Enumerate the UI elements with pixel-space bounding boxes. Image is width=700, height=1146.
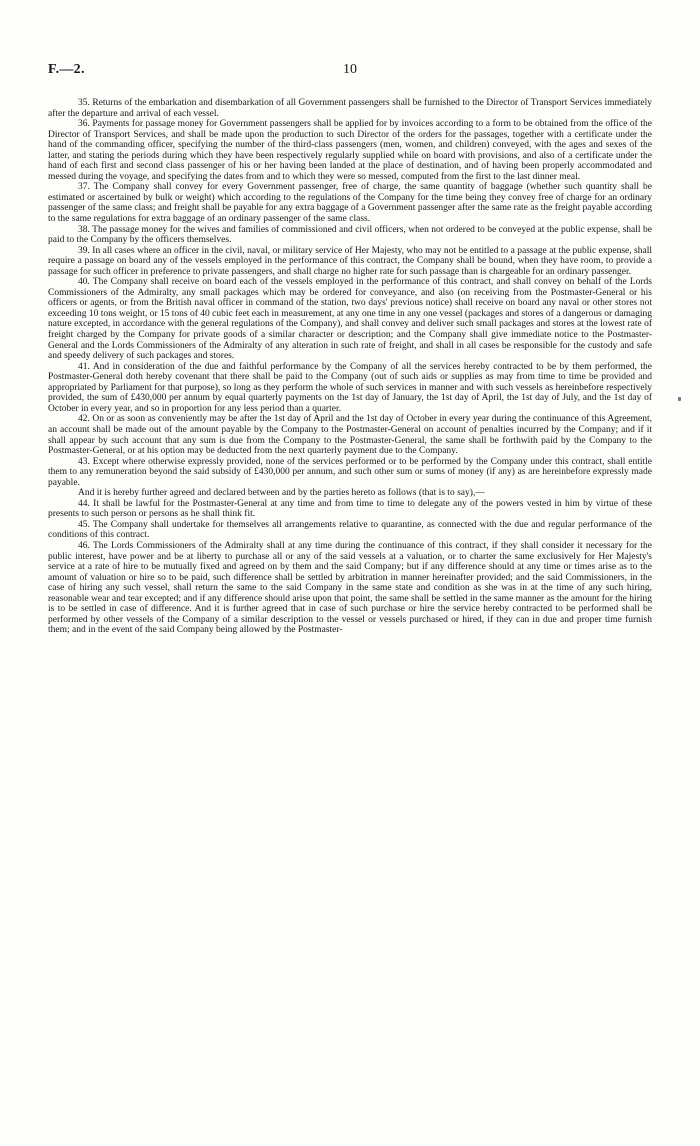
paragraph-38: 38. The passage money for the wives and families of commissioned and civil officers, when not ordered to be conveyed at the public expense, shall be paid to the Company by the officers themselves. (48, 224, 652, 246)
paragraph-agreement-intro: And it is hereby further agreed and declared between and by the parties hereto as follows (that is to say),— (78, 488, 485, 499)
document-reference: F.—2. (48, 62, 85, 77)
page-number: 10 (343, 62, 357, 77)
page-header (48, 62, 652, 80)
paragraph-41: 41. And in consideration of the due and faithful performance by the Company of all the services hereby contracted to be by them performed, the Postmaster-General doth hereby covenant that there shall be paid to the Company (out of such aids or supplies as may from time to time be provided and appropriated by Parliament for that purpose), so long as they perform the whole of such services in manner and with such vessels as hereinbefore respectively provided, the sum of £430,000 per annum by equal quarterly payments on the 1st day of January, the 1st day of April, the 1st day of July, and the 1st day of October in every year, and so in proportion for any less period than a quarter. (48, 361, 652, 414)
paragraph-35: 35. Returns of the embarkation and disembarkation of all Government passengers shall be furnished to the Director of Transport Services immediately after the departure and arrival of each vessel. (48, 98, 652, 119)
paragraph-36: 36. Payments for passage money for Government passengers shall be applied for by invoices according to a form to be obtained from the office of the Director of Transport Services, and shall be made upon the production to such Director of the orders for the passages, together with a certificate under the hand of the commanding officer, specifying the number of the third-class passengers (men, women, and children) conveyed, with the ages and sexes of the latter, and stating the periods during which they have been respectively regularly supplied while on board with provisions, and also of a certificate under the hand of each first and second class passenger of his or her having been landed at the place of destination, and of having been properly accommodated and messed during the voyage, and specifying the dates from and to which they were so messed, computed from the first to the last dinner meal. (48, 119, 652, 182)
paragraph-46: 46. The Lords Commissioners of the Admiralty shall at any time during the continuance of this contract, if they shall consider it necessary for the public interest, have power and be at liberty to purchase all or any of the said vessels at a valuation, or to charter the same exclusively for Her Majesty's service at a rate of hire to be mutually fixed and agreed on by them and the said Company; but if any difference should at any time or times arise as to the amount of valuation or hire so to be paid, such difference shall be settled by arbitration in manner hereinafter provided; and the said Commissioners, in the case of hiring any such vessel, shall return the same to the said Company in the same state and condition as she was in at the time of any such hiring, reasonable wear and tear excepted; and if any difference should arise upon that point, the same shall be settled in the same manner as the amount for the hiring is to be settled in case of difference. And it is further agreed that in case of such purchase or hire the service hereby contracted to be performed shall be performed by other vessels of the Company of a similar description to the vessel or vessels purchased or hired, if they can in due and proper time furnish them; and in the event of the said Company being allowed by the Postmaster- (48, 540, 652, 636)
paragraph-39: 39. In all cases where an officer in the civil, naval, or military service of Her Majesty, who may not be entitled to a passage at the public expense, shall require a passage on board any of the vessels employed in the performance of this contract, the Company shall be bound, when they have room, to provide a passage for such officer in preference to private passengers, and shall charge no higher rate for such passage than is chargeable for an ordinary passenger. (48, 245, 652, 277)
paragraph-37: 37. The Company shall convey for every Government passenger, free of charge, the same quantity of baggage (whether such quantity shall be estimated or ascertained by bulk or weight) which according to the regulations of the Company for the time being they convey free of charge for an ordinary passenger of the same class; and freight shall be payable for any extra baggage of a Government passenger after the same rate as the freight payable according to the same regulations for extra baggage of an ordinary passenger of the same class. (48, 182, 652, 225)
paragraph-45: 45. The Company shall undertake for themselves all arrangements relative to quarantine, as connected with the due and regular performance of the conditions of this contract. (48, 519, 652, 541)
document-body (48, 98, 652, 636)
paragraph-44: 44. It shall be lawful for the Postmaster-General at any time and from time to time to delegate any of the powers vested in him by virtue of these presents to such person or persons as he shall think fit. (48, 498, 652, 520)
paragraph-42: 42. On or as soon as conveniently may be after the 1st day of April and the 1st day of October in every year during the continuance of this Agreement, an account shall be made out of the amount payable by the Company to the Postmaster-General on account of penalties incurred by the Company; and if it shall appear by such account that any sum is due from the Company to the Postmaster-General, the same shall be forthwith paid by the Company to the Postmaster-General, or at his option may be deducted from the next quarterly payment due to the Company. (48, 414, 652, 457)
margin-mark (678, 397, 681, 401)
paragraph-40: 40. The Company shall receive on board each of the vessels employed in the performance of this contract, and shall convey on behalf of the Lords Commissioners of the Admiralty, any small packages which may be ordered for conveyance, and also (on receiving from the Postmaster-General or his officers or agents, or from the British naval officer in command of the station, two days' previous notice) shall receive on board any naval or other stores not exceeding 10 tons weight, or 15 tons of 40 cubic feet each in measurement, at any one time in any one vessel (packages and stores of a dangerous or damaging nature excepted, in accordance with the general regulations of the Company), and shall convey and deliver such small packages and stores at the lowest rate of freight charged by the Company for private goods of a similar character or description; and the Company shall give immediate notice to the Postmaster-General and the Lords Commissioners of the Admiralty of any alteration in such rate of freight, and shall in all cases be responsible for the custody and safe and speedy delivery of such packages and stores. (48, 277, 652, 362)
paragraph-43: 43. Except where otherwise expressly provided, none of the services performed or to be performed by the Company under this contract, shall entitle them to any remuneration beyond the said subsidy of £430,000 per annum, and such other sum or sums of money (if any) as are hereinbefore expressly made payable. (48, 456, 652, 488)
